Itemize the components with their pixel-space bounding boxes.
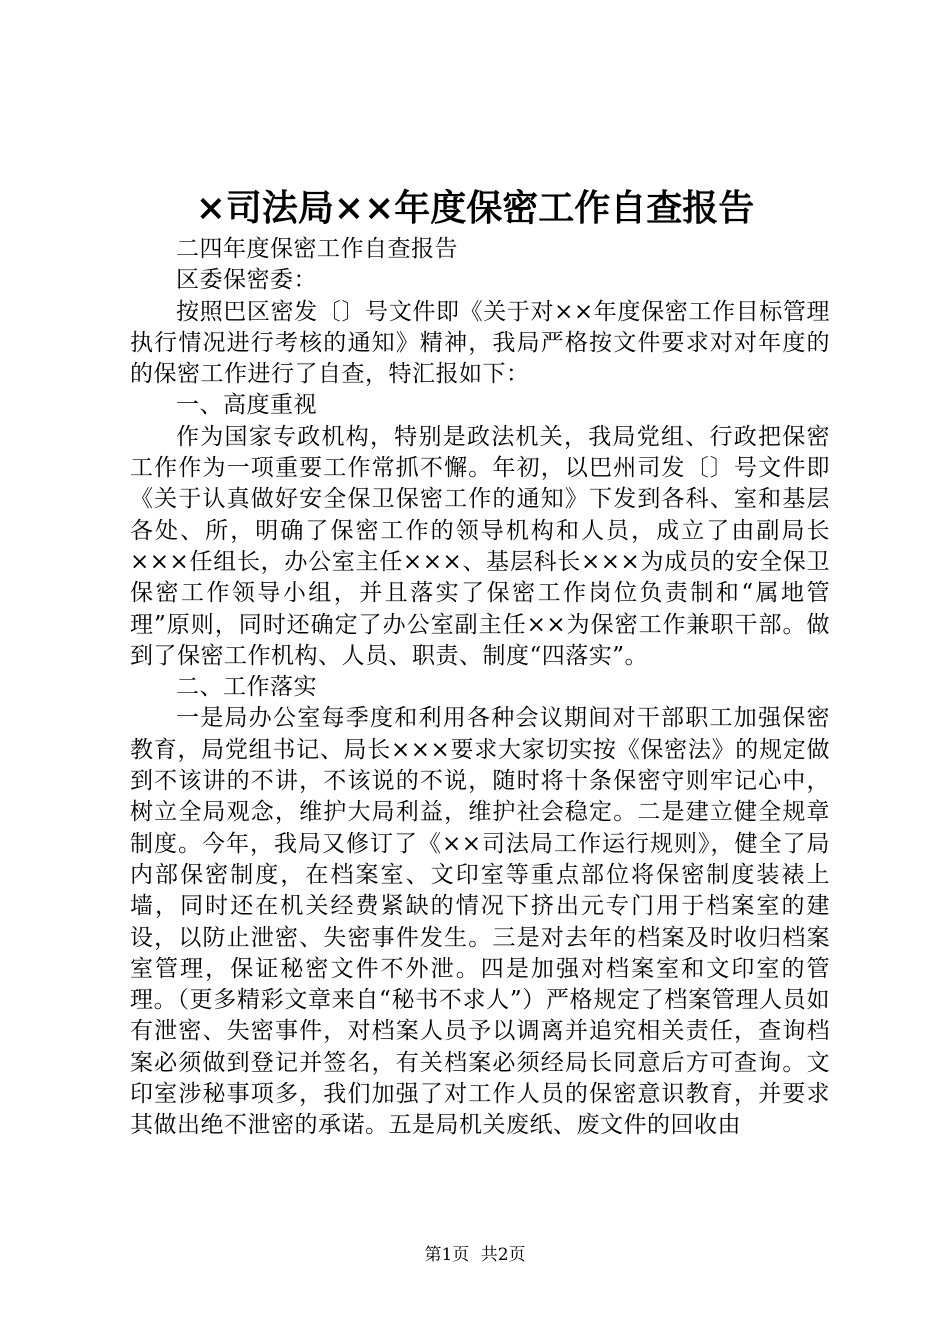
salutation-paragraph: 区委保密委：	[176, 267, 317, 294]
section-1-paragraph: 作为国家专政机构，特别是政法机关，我局党组、行政把保密工作作为一项重要工作常抓不懈。年初，以巴州司发〔〕号文件即《关于认真做好安全保卫保密工作的通知》下发到各科、室和基层各处、所，明确了保密工作的领导机构和人员，成立了由副局长×××任组长，办公室主任×××、基层科长×××为成员的安全保卫保密工作领导小组，并且落实了保密工作岗位负责制和“属地管理”原则，同时还确定了办公室副主任××为保密工作兼职干部。做到了保密工作机构、人员、职责、制度“四落实”。	[130, 423, 830, 669]
subtitle-paragraph: 二四年度保密工作自查报告	[176, 236, 458, 262]
section-heading-2: 二、工作落实	[176, 674, 317, 701]
document-body	[130, 234, 830, 1142]
document-title: ×司法局××年度保密工作自查报告	[195, 187, 755, 229]
page-total: 共2页	[480, 1245, 526, 1265]
page-number: 第1页	[424, 1245, 470, 1265]
section-2-paragraph: 一是局办公室每季度和利用各种会议期间对干部职工加强保密教育，局党组书记、局长×××要求大家切实按《保密法》的规定做到不该讲的不讲，不该说的不说，随时将十条保密守则牢记心中，树立全局观念，维护大局利益，维护社会稳定。二是建立健全规章制度。今年，我局又修订了《××司法局工作运行规则》，健全了局内部保密制度，在档案室、文印室等重点部位将保密制度装裱上墙，同时还在机关经费紧缺的情况下挤出元专门用于档案室的建设，以防止泄密、失密事件发生。三是对去年的档案及时收归档案室管理，保证秘密文件不外泄。四是加强对档案室和文印室的管理。（更多精彩文章来自“秘书不求人”）严格规定了档案管理人员如有泄密、失密事件，对档案人员予以调离并追究相关责任，查询档案必须做到登记并签名，有关档案必须经局长同意后方可查询。文印室涉秘事项多，我们加强了对工作人员的保密意识教育，并要求其做出绝不泄密的承诺。五是局机关废纸、废文件的回收由	[130, 705, 830, 1139]
section-heading-1: 一、高度重视	[176, 392, 317, 419]
page-footer	[0, 1243, 950, 1267]
intro-paragraph: 按照巴区密发〔〕号文件即《关于对××年度保密工作目标管理执行情况进行考核的通知》精神，我局严格按文件要求对对年度的的保密工作进行了自查，特汇报如下：	[130, 298, 830, 388]
